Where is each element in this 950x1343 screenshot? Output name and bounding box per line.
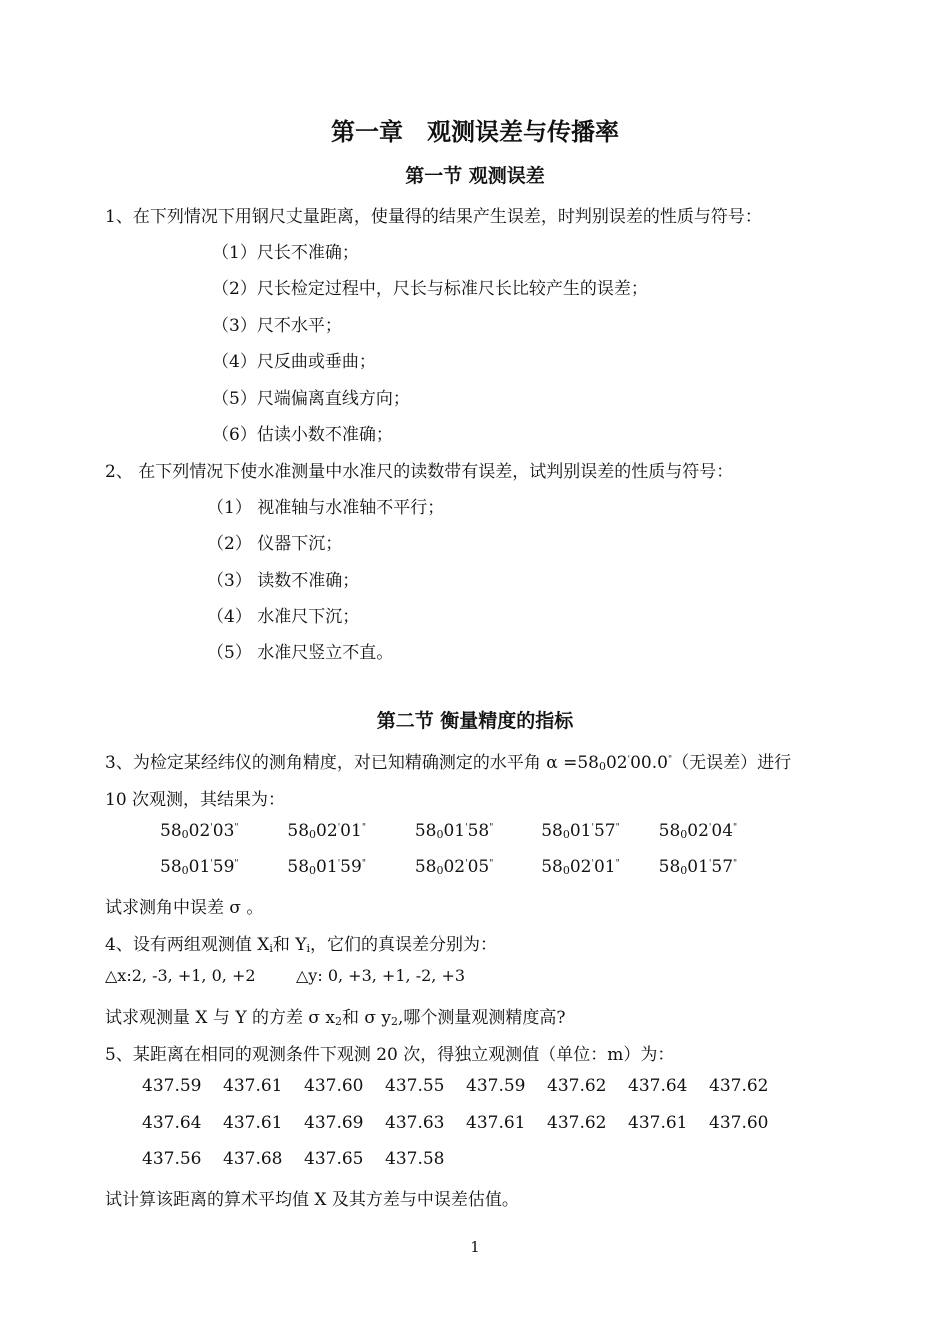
angle-value: 58002'01": [541, 857, 620, 877]
question-2-item: （1） 视准轴与水准轴不平行；: [207, 498, 445, 518]
chapter-name: 观测误差与传播率: [427, 118, 619, 146]
question-3-text-d: （无误差）进行: [672, 753, 792, 773]
distance-value: 437.62: [547, 1113, 607, 1133]
distance-row-2: [142, 1113, 790, 1133]
distance-value: 437.62: [547, 1076, 607, 1096]
exponent-2: 2: [390, 1015, 398, 1028]
question-2-item: （5） 水准尺竖立不直。: [207, 643, 394, 663]
distance-value: 437.61: [223, 1113, 283, 1133]
section-2-title: 第二节 衡量精度的指标: [376, 710, 574, 732]
distance-value: 437.59: [142, 1076, 202, 1096]
chapter-title: [0, 112, 950, 147]
angle-value: 58001'59": [287, 857, 366, 877]
question-3-text-c: 00.0: [630, 753, 668, 773]
distance-value: 437.69: [304, 1113, 364, 1133]
angle-row-2: [160, 857, 759, 877]
question-3-text-line2: 10 次观测，其结果为：: [105, 790, 286, 810]
angle-value: 58002'01": [287, 821, 366, 841]
angle-value: 58002'05": [414, 857, 494, 877]
question-4-ask-c: ,哪个测量观测精度高?: [397, 1008, 566, 1028]
page-number: 1: [470, 1238, 480, 1256]
question-3-text-b: 02: [605, 753, 628, 773]
second-mark: ": [667, 755, 673, 765]
distance-value: 437.62: [709, 1076, 769, 1096]
distance-value: 437.64: [628, 1076, 688, 1096]
question-3-text-a: 3、为检定某经纬仪的测角精度，对已知精确测定的水平角 α =58: [105, 753, 599, 773]
angle-value: 58001'57": [541, 821, 620, 841]
degree-mark: 0: [598, 760, 606, 773]
question-1-item: （6）估读小数不准确；: [212, 425, 393, 445]
distance-value: 437.65: [304, 1149, 364, 1169]
question-2-item: （3） 读数不准确；: [207, 571, 360, 591]
chapter-label: 第一章: [331, 118, 403, 146]
minute-mark: ': [627, 755, 631, 765]
delta-y-values: △y: 0, +3, +1, -2, +3: [296, 966, 466, 985]
question-3-ask: 试求测角中误差 σ 。: [105, 898, 264, 918]
distance-value: 437.60: [709, 1113, 769, 1133]
question-2-item: （2） 仪器下沉；: [207, 534, 343, 554]
question-5-ask: 试计算该距离的算术平均值 X 及其方差与中误差估值。: [105, 1190, 519, 1210]
angle-row-1: [160, 821, 759, 841]
angle-value: 58001'57": [658, 857, 738, 877]
question-4-text-c: ，它们的真误差分别为：: [310, 935, 498, 955]
question-4-ask-a: 试求观测量 X 与 Y 的方差 σ x: [105, 1008, 335, 1028]
question-1-text: 1、在下列情况下用钢尺丈量距离，使量得的结果产生误差，时判别误差的性质与符号：: [105, 207, 762, 227]
angle-value: 58002'04": [658, 821, 738, 841]
angle-value: 58002'03": [160, 821, 239, 841]
question-5-text: 5、某距离在相同的观测条件下观测 20 次，得独立观测值（单位：m）为：: [105, 1045, 675, 1065]
delta-x-values: △x:2, -3, +1, 0, +2: [105, 966, 256, 985]
question-4-ask: [105, 1003, 566, 1028]
question-4-text: [105, 930, 497, 955]
distance-value: 437.63: [385, 1113, 445, 1133]
distance-value: 437.56: [142, 1149, 202, 1169]
question-2-text: 2、 在下列情况下使水准测量中水准尺的读数带有误差，试判别误差的性质与符号：: [105, 462, 734, 482]
distance-row-1: [142, 1076, 790, 1096]
question-1-item: （4）尺反曲或垂曲；: [212, 352, 376, 372]
question-1-item: （3）尺不水平；: [212, 316, 342, 336]
distance-value: 437.68: [223, 1149, 283, 1169]
question-1-item: （5）尺端偏离直线方向；: [212, 389, 410, 409]
question-4-text-a: 4、设有两组观测值 X: [105, 935, 270, 955]
distance-row-3: [142, 1149, 466, 1169]
distance-value: 437.59: [466, 1076, 526, 1096]
question-4-text-b: 和 Y: [272, 935, 307, 955]
question-4-ask-b: 和 σ y: [341, 1008, 391, 1028]
distance-value: 437.61: [223, 1076, 283, 1096]
section-1-title: 第一节 观测误差: [405, 165, 545, 187]
distance-value: 437.61: [466, 1113, 526, 1133]
question-1-item: （1）尺长不准确；: [212, 243, 359, 263]
distance-value: 437.58: [385, 1149, 445, 1169]
question-2-item: （4） 水准尺下沉；: [207, 607, 360, 627]
distance-value: 437.60: [304, 1076, 364, 1096]
subscript-i: i: [269, 942, 273, 955]
exponent-2: 2: [334, 1015, 342, 1028]
distance-value: 437.55: [385, 1076, 445, 1096]
question-1-item: （2）尺长检定过程中，尺长与标准尺长比较产生的误差；: [212, 279, 648, 299]
distance-value: 437.61: [628, 1113, 688, 1133]
angle-value: 58001'58": [414, 821, 494, 841]
subscript-i: i: [306, 942, 311, 955]
question-3-text: [105, 748, 791, 773]
angle-value: 58001'59": [160, 857, 239, 877]
distance-value: 437.64: [142, 1113, 202, 1133]
